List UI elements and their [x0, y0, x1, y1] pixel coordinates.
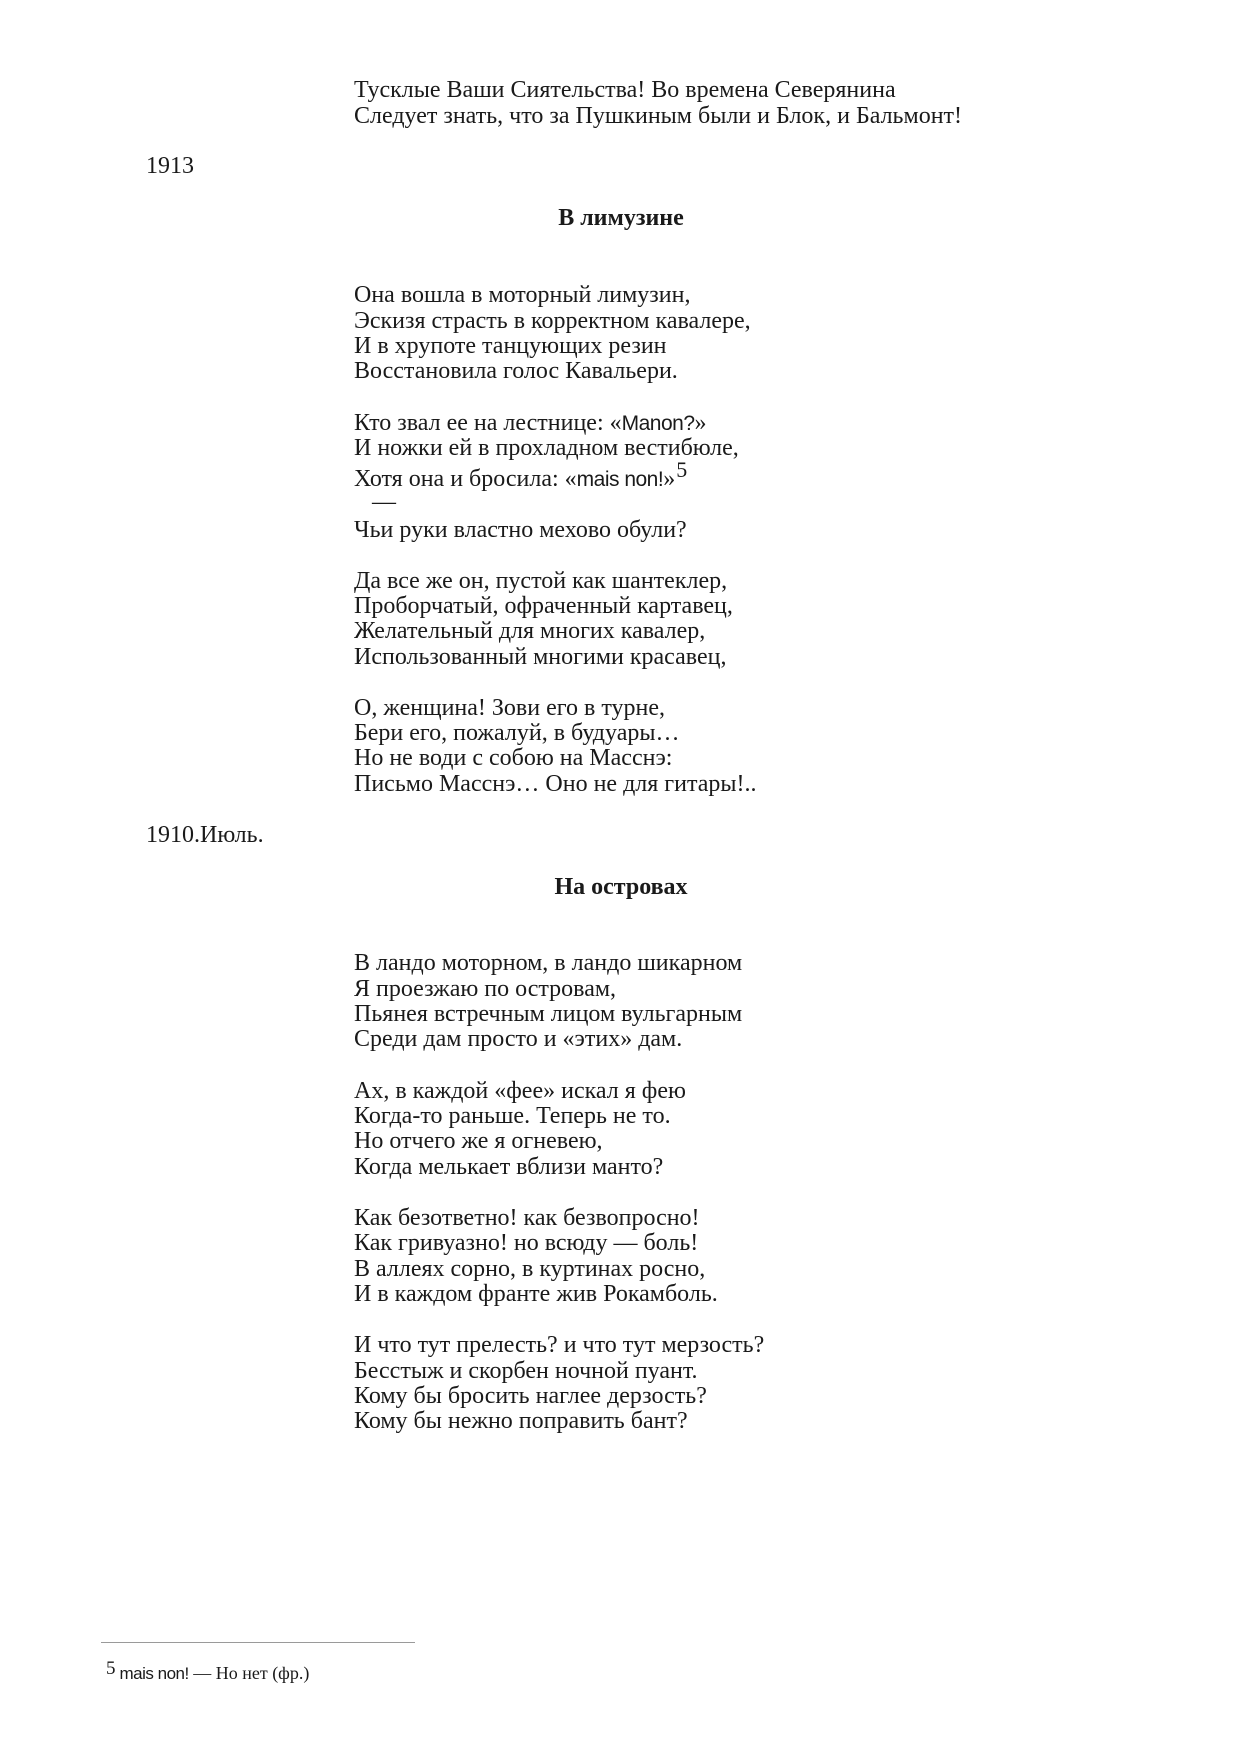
footnote-reference[interactable]: 5 [676, 457, 688, 482]
verse-text: Кто звал ее на лестнице: « [354, 410, 622, 436]
verse-line: Использованный многими красавец, [354, 644, 727, 670]
verse-line: Среди дам просто и «этих» дам. [354, 1026, 683, 1052]
latin-phrase: mais non! [576, 468, 664, 491]
poem-title [0, 873, 1242, 901]
verse-line: И в каждом франте жив Рокамболь. [354, 1281, 718, 1307]
verse-line: Я проезжаю по островам, [354, 976, 617, 1002]
verse-text: » [694, 410, 707, 436]
verse-text: Хотя она и бросила: « [354, 466, 577, 492]
poem-title-text: В лимузине [558, 205, 684, 231]
verse-line: И в хрупоте танцующих резин [354, 333, 667, 359]
verse-line: О, женщина! Зови его в турне, [354, 695, 666, 721]
verse-line [354, 457, 688, 494]
verse-line: Эскизя страсть в корректном кавалере, [354, 308, 751, 334]
footnote [106, 1658, 310, 1685]
verse-line: Когда мелькает вблизи манто? [354, 1154, 664, 1180]
verse-line: Тусклые Ваши Сиятельства! Во времена Северянина [354, 77, 896, 103]
poem-date: 1910.Июль. [146, 822, 264, 848]
verse-line: Чьи руки властно мехово обули? [354, 517, 687, 543]
verse-dash: — [372, 489, 396, 515]
verse-line: Кому бы бросить наглее дерзость? [354, 1383, 707, 1409]
verse-line: Да все же он, пустой как шантеклер, [354, 568, 728, 594]
verse-line: Она вошла в моторный лимузин, [354, 282, 691, 308]
verse-line: Кому бы нежно поправить бант? [354, 1408, 688, 1434]
verse-line: Когда-то раньше. Теперь не то. [354, 1103, 671, 1129]
poem-title-text: На островах [554, 874, 688, 900]
verse-line: Проборчатый, офраченный картавец, [354, 593, 733, 619]
verse-line: Но не води с собою на Масснэ: [354, 745, 673, 771]
latin-phrase: Manon? [621, 412, 695, 435]
verse-line: Но отчего же я огневею, [354, 1128, 603, 1154]
verse-line: Желательный для многих кавалер, [354, 618, 706, 644]
verse-line: И ножки ей в прохладном вестибюле, [354, 435, 739, 461]
verse-text: » [663, 466, 676, 492]
footnote-separator [101, 1642, 415, 1643]
verse-line: Письмо Масснэ… Оно не для гитары!.. [354, 771, 757, 797]
verse-line: В аллеях сорно, в куртинах росно, [354, 1256, 706, 1282]
verse-line: Пьянея встречным лицом вульгарным [354, 1001, 743, 1027]
footnote-mark: 5 [106, 1658, 116, 1679]
verse-line: Ах, в каждой «фее» искал я фею [354, 1078, 686, 1104]
poem-title [0, 204, 1242, 232]
verse-line: В ландо моторном, в ландо шикарном [354, 950, 743, 976]
verse-line: И что тут прелесть? и что тут мерзость? [354, 1332, 765, 1358]
poem-date: 1913 [146, 153, 194, 179]
verse-line: Бесстыж и скорбен ночной пуант. [354, 1358, 698, 1384]
verse-line: Как безответно! как безвопросно! [354, 1205, 700, 1231]
verse-line: Восстановила голос Кавальери. [354, 358, 678, 384]
verse-line: Следует знать, что за Пушкиным были и Блок, и Бальмонт! [354, 103, 963, 129]
verse-line: Бери его, пожалуй, в будуары… [354, 720, 680, 746]
verse-line: Как гривуазно! но всюду — боль! [354, 1230, 699, 1256]
footnote-latin: mais non! [119, 1664, 189, 1683]
footnote-text: — Но нет (фр.) [188, 1663, 310, 1683]
